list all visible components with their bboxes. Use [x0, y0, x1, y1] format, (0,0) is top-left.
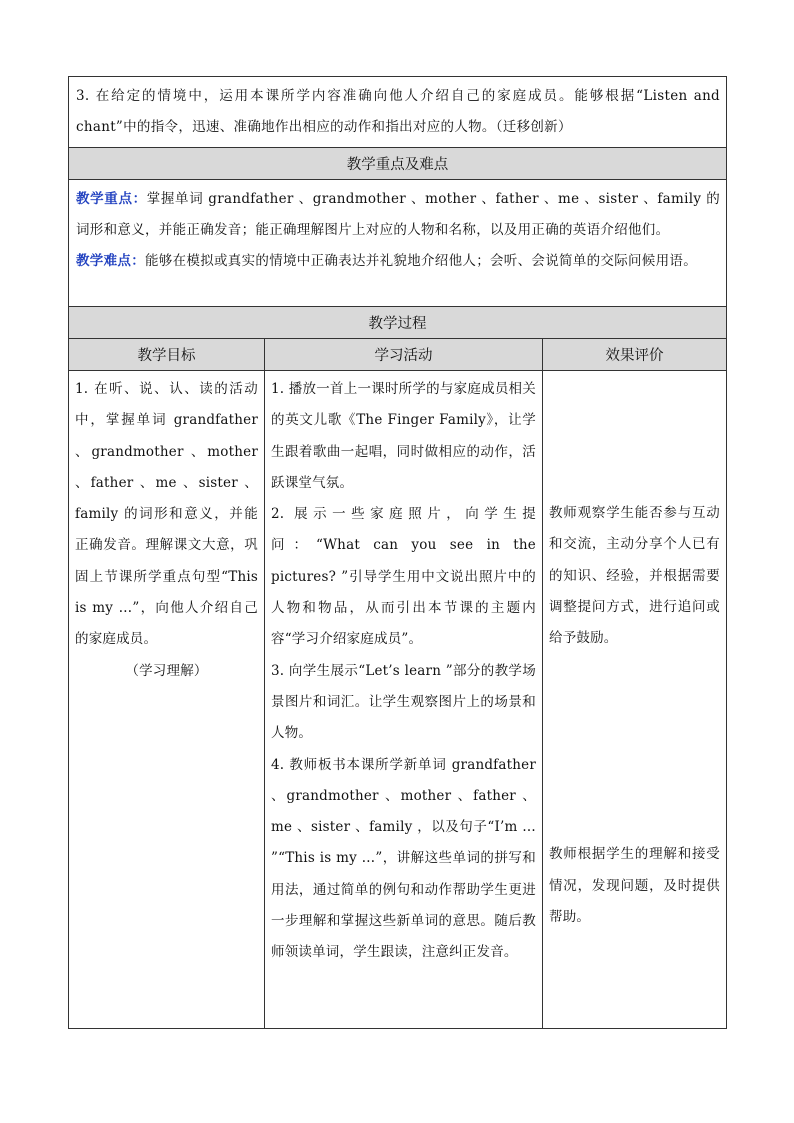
difficulty-text: 能够在模拟或真实的情境中正确表达并礼貌地介绍他人；会听、会说简单的交际问候用语。 — [145, 253, 697, 269]
process-heading-row — [69, 307, 727, 339]
goal-text: 1. 在听、说、认、读的活动中，掌握单词 grandfather 、grandmother 、mother 、father 、me 、sister 、family 的词形和意义，并能正确发音。理解课文大意，巩固上节课所学重点句型“This is my …”，向他人介绍自己的家庭成员。 — [75, 381, 258, 648]
process-heading: 教学过程 — [69, 307, 727, 339]
column-header-activities: 学习活动 — [265, 339, 543, 371]
key-points-heading-row — [69, 148, 727, 180]
activity-item: 3. 向学生展示“Let’s learn ”部分的教学场景图片和词汇。让学生观察图片上的场景和人物。 — [271, 662, 536, 742]
column-header-row — [69, 339, 727, 371]
activity-item: 2. 展示一些家庭照片，向学生提问：“What can you see in the pictures? ”引导学生用中文说出照片中的人物和物品，从而引出本节课的主题内容“学习介绍家庭成员”。 — [271, 506, 536, 648]
evaluation-spacer — [549, 654, 720, 839]
goal-cell — [69, 371, 265, 1029]
lesson-plan-table — [68, 76, 727, 1029]
column-header-evaluation: 效果评价 — [543, 339, 727, 371]
goal-tag: （学习理解） — [125, 662, 208, 679]
key-points-heading: 教学重点及难点 — [69, 148, 727, 180]
evaluation-item: 教师根据学生的理解和接受情况，发现问题，及时提供帮助。 — [549, 846, 721, 926]
difficulty-label: 教学难点： — [76, 253, 145, 269]
evaluation-cell — [543, 371, 727, 1029]
objective-3-row — [69, 77, 727, 148]
objective-3-text: 3. 在给定的情境中，运用本课所学内容准确向他人介绍自己的家庭成员。能够根据“Listen and chant”中的指令，迅速、准确地作出相应的动作和指出对应的人物。（迁移创新） — [69, 77, 727, 148]
key-points-cell — [69, 180, 727, 307]
activity-item: 1. 播放一首上一课时所学的与家庭成员相关的英文儿歌《The Finger Family》，让学生跟着歌曲一起唱，同时做相应的动作，活跃课堂气氛。 — [271, 381, 536, 491]
key-points-row — [69, 180, 727, 307]
activities-cell — [265, 371, 543, 1029]
evaluation-item: 教师观察学生能否参与互动和交流，主动分享个人已有的知识、经验，并根据需要调整提问方式，进行追问或给予鼓励。 — [549, 505, 721, 647]
column-header-goals: 教学目标 — [69, 339, 265, 371]
process-body-row — [69, 371, 727, 1029]
focus-label: 教学重点： — [76, 191, 147, 207]
evaluation-spacer — [549, 374, 720, 498]
activity-item: 4. 教师板书本课所学新单词 grandfather 、grandmother 、mother 、father 、me 、sister 、family ，以及句子“I’m … ”“This is my …”，讲解这些单词的拼写和用法，通过简单的例句和动作帮助学生更进一步理解和掌握这些新单词的意思。随后教师领读单词，学生跟读，注意纠正发音。 — [271, 756, 536, 961]
focus-text: 掌握单词 grandfather 、grandmother 、mother 、father 、me 、sister 、family 的词形和意义，并能正确发音；能正确理解图片上对应的人物和名称，以及用正确的英语介绍他们。 — [76, 191, 721, 238]
